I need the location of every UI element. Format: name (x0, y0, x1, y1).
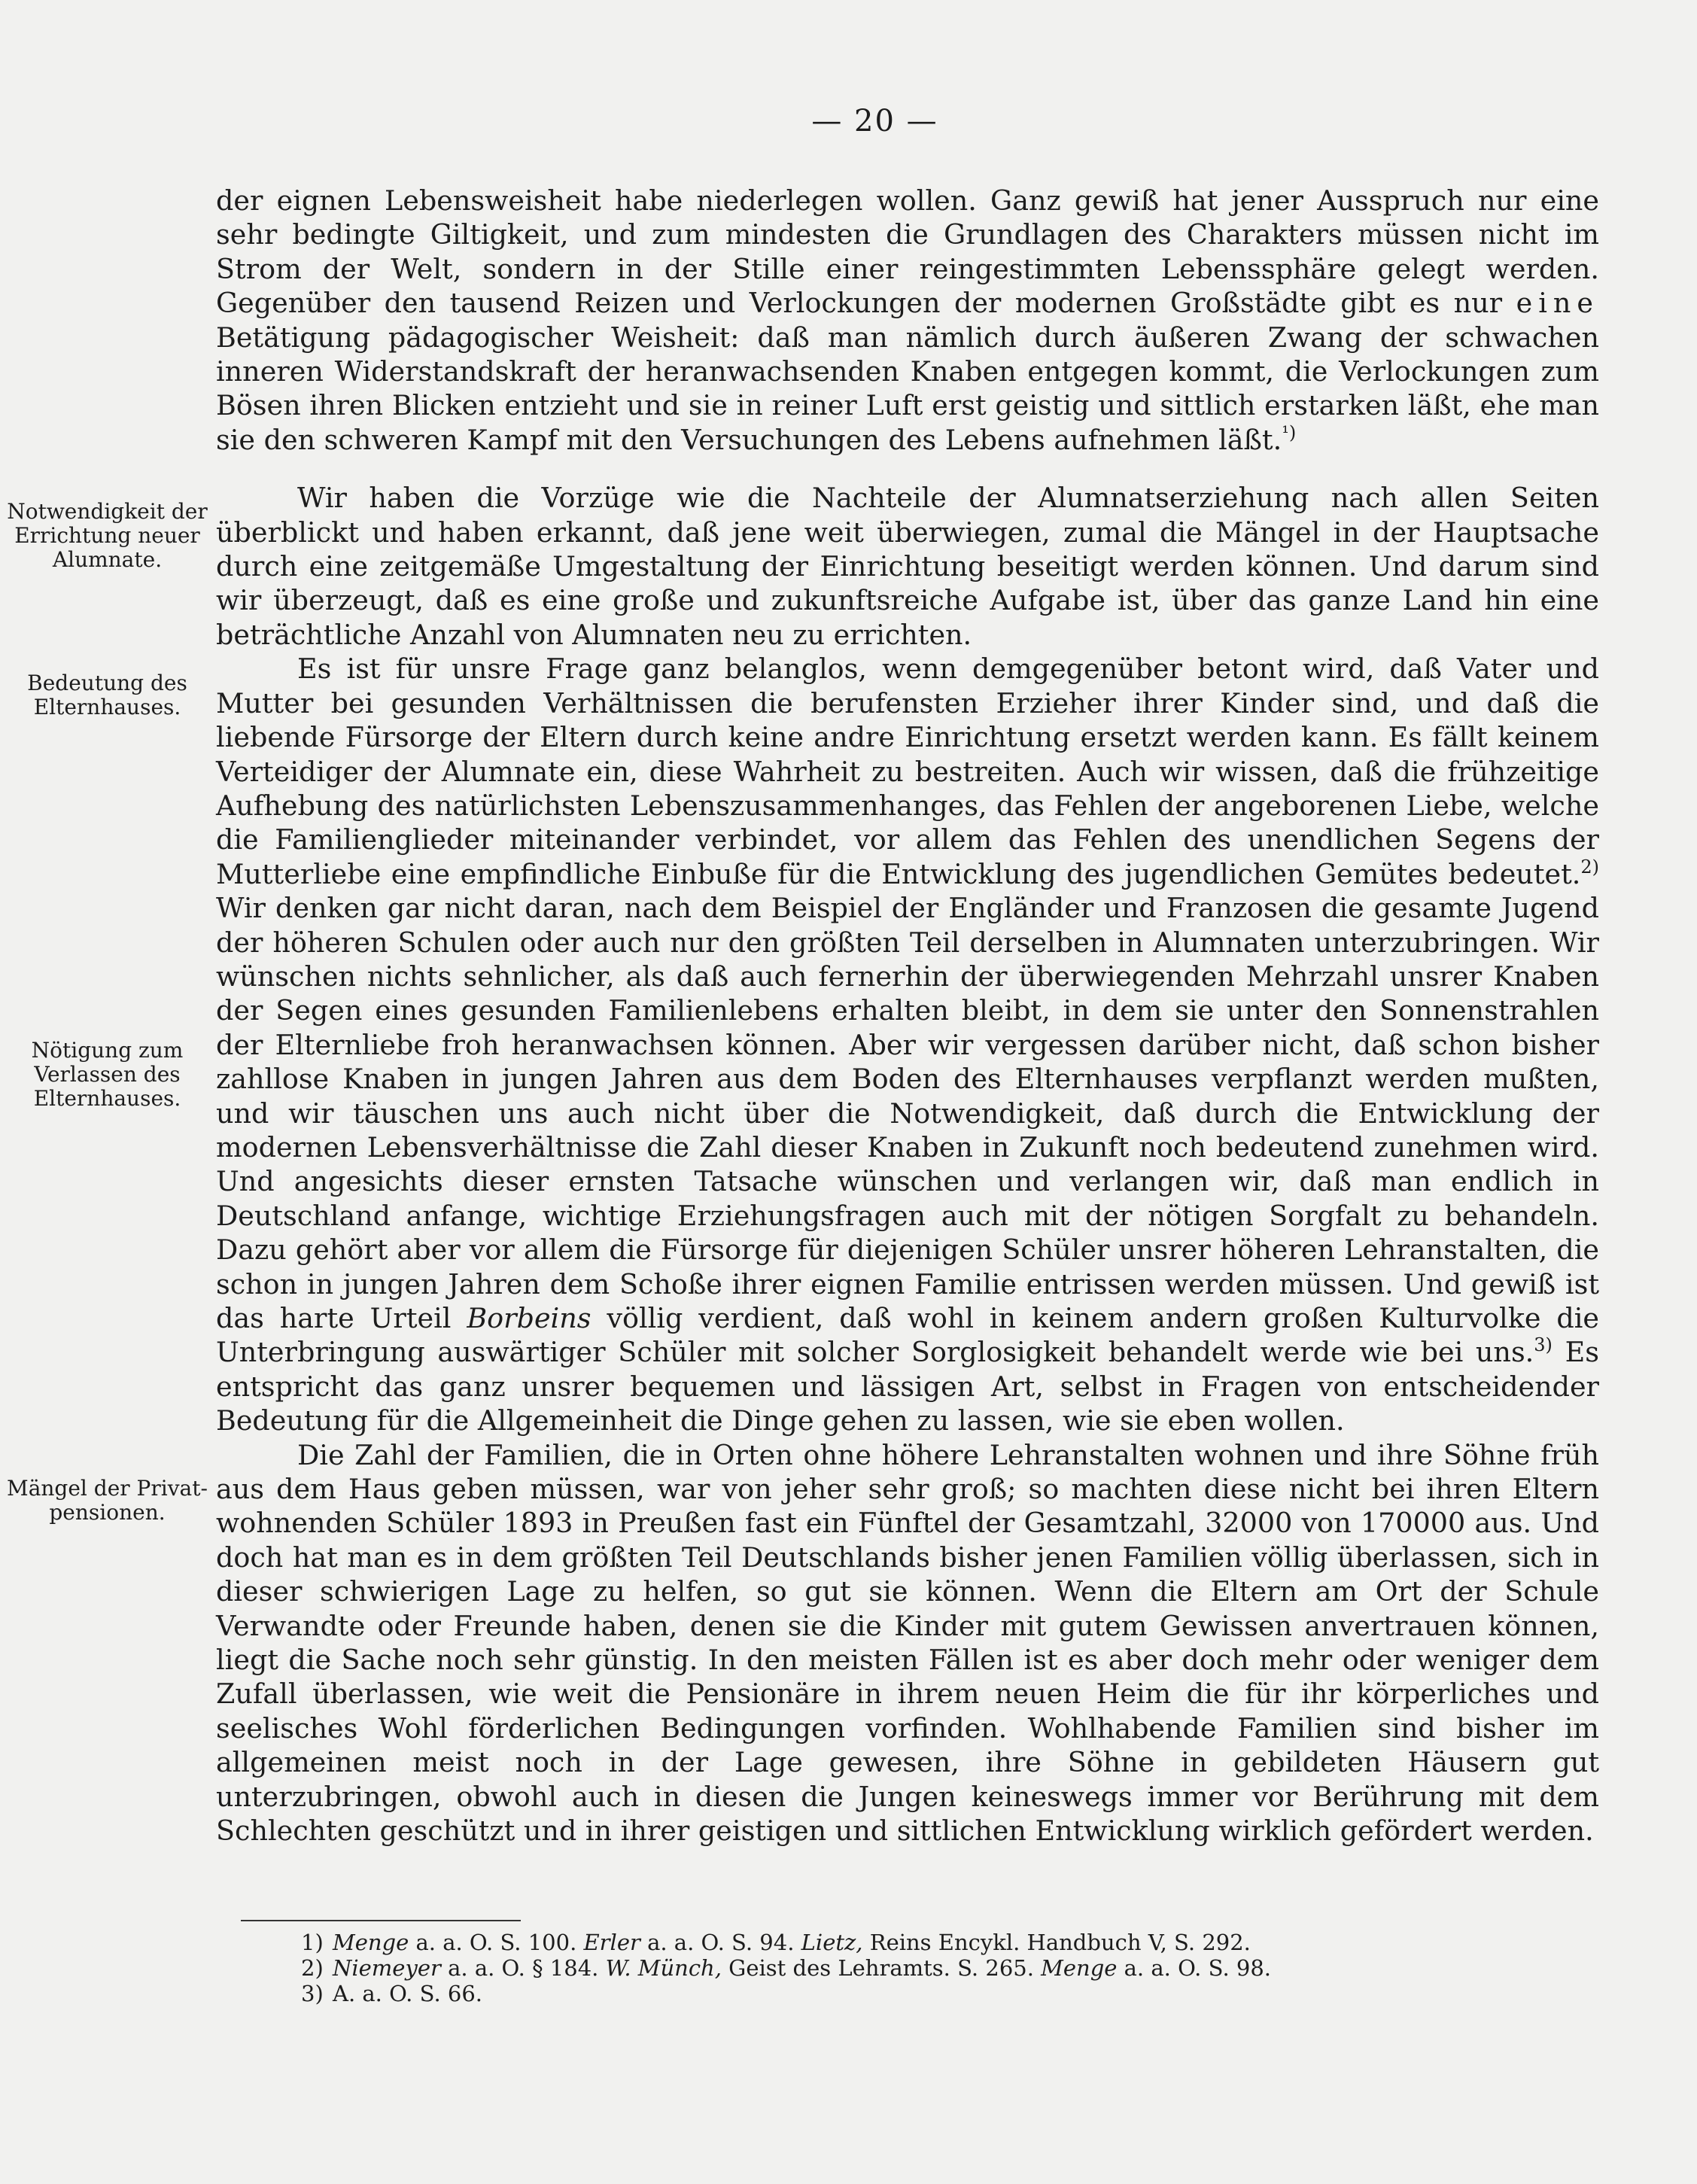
paragraph-1: der eignen Lebensweisheit habe niederlegen wollen. Ganz gewiß hat jener Ausspruch nur eine sehr bedingte Giltigkeit, und zum mindesten die Grundlagen des Charakters müssen nicht im Strom der Welt, sondern in der Stille einer reingestimmten Lebenssphäre gelegt werden. Gegenüber den tausend Reizen und Verlockungen der modernen Großstädte gibt es nur eine Betätigung pädagogischer Weisheit: daß man nämlich durch äußeren Zwang der schwachen inneren Widerstandskraft der heranwachsenden Knaben entgegen kommt, die Verlockungen zum Bösen ihren Blicken entzieht und sie in reiner Luft erst geistig und sittlich erstarken läßt, ehe man sie den schweren Kampf mit den Versuchungen des Lebens aufnehmen läßt.$^{^1)}$ (216, 184, 1599, 456)
page-number: — 20 — (811, 104, 938, 138)
footnote-ref-1: ¹) (1282, 421, 1297, 443)
emphasis-spaced: eine (1516, 287, 1599, 320)
margin-note-elternhaus: Bedeutung des Elternhauses. (27, 671, 187, 719)
margin-note-verlassen: Nötigung zum Verlassen des Elternhauses. (31, 1038, 184, 1111)
paragraph-2: Wir haben die Vorzüge wie die Nachteile der Alumnatserziehung nach allen Seiten überblickt und haben erkannt, daß jene weit überwiegen, zumal die Mängel in der Hauptsache durch eine zeitgemäße Umgestaltung der Einrichtung beseitigt werden können. Und darum sind wir überzeugt, daß es eine große und zukunftsreiche Aufgabe ist, über das ganze Land hin eine beträchtliche Anzahl von Alumnaten neu zu errichten. (216, 482, 1599, 651)
footnote-2: 2) Niemeyer a. a. O. § 184. W. Münch, Geist des Lehramts. S. 265. Menge a. a. O. S. 98. (301, 1955, 1271, 1981)
footnote-divider (241, 1920, 521, 1921)
footnotes (301, 1930, 1543, 2006)
footnote-ref-2: 2) (1580, 856, 1599, 878)
margin-note-privatpensionen: Mängel der Privat-pensionen. (7, 1476, 208, 1525)
paragraph-3: Es ist für unsre Frage ganz belanglos, wenn demgegenüber betont wird, daß Vater und Mutter bei gesunden Verhältnissen die berufensten Erzieher ihrer Kinder sind, und daß die liebende Fürsorge der Eltern durch keine andre Einrichtung ersetzt werden kann. Es fällt keinem Verteidiger der Alumnate ein, diese Wahrheit zu bestreiten. Auch wir wissen, daß die frühzeitige Aufhebung des natürlichsten Lebenszusammenhanges, das Fehlen der angeborenen Liebe, welche die Familienglieder miteinander verbindet, vor allem das Fehlen des unendlichen Segens der Mutterliebe eine empfindliche Einbuße für die Entwicklung des jugendlichen Gemütes bedeutet.$^{2)}$ Wir denken gar nicht daran, nach dem Beispiel der Engländer und Franzosen die gesamte Jugend der höheren Schulen oder auch nur den größten Teil derselben in Alumnaten unterzubringen. Wir wünschen nichts sehnlicher, als daß auch fernerhin der überwiegenden Mehrzahl unsrer Knaben der Segen eines gesunden Familienlebens erhalten bleibt, in dem sie unter den Sonnenstrahlen der Elternliebe froh heranwachsen können. Aber wir vergessen darüber nicht, daß schon bisher zahllose Knaben in jungen Jahren aus dem Boden des Elternhauses verpflanzt werden mußten, und wir täuschen uns auch nicht über die Notwendigkeit, daß durch die Entwicklung der modernen Lebensverhältnisse die Zahl dieser Knaben in Zukunft noch bedeutend zunehmen wird. Und angesichts dieser ernsten Tatsache wünschen und verlangen wir, daß man endlich in Deutschland anfange, wichtige Erziehungsfragen auch mit der nötigen Sorgfalt zu behandeln. Dazu gehört aber vor allem die Fürsorge für diejenigen Schüler unsrer höheren Lehranstalten, die schon in jungen Jahren dem Schoße ihrer eignen Familie entrissen werden müssen. Und gewiß ist das harte Urteil Borbeins völlig verdient, daß wohl in keinem andern großen Kulturvolke die Unterbringung auswärtiger Schüler mit solcher Sorglosigkeit behandelt werde wie bei uns.$^{3)}$ Es entspricht das ganz unsrer bequemen und lässigen Art, selbst in Fragen von entscheidender Bedeutung für die Allgemeinheit die Dinge gehen zu lassen, wie sie eben wollen. (216, 652, 1599, 1437)
footnote-3: 3) A. a. O. S. 66. (301, 1981, 483, 2006)
margin-note-alumnate: Notwendigkeit der Errichtung neuer Alumnate. (7, 499, 208, 572)
footnote-1: 1) Menge a. a. O. S. 100. Erler a. a. O. S. 94. Lietz, Reins Encykl. Handbuch V, S. 292. (301, 1930, 1251, 1955)
footnote-ref-3: 3) (1534, 1334, 1553, 1356)
paragraph-4: Die Zahl der Familien, die in Orten ohne höhere Lehranstalten wohnen und ihre Söhne früh aus dem Haus geben müssen, war von jeher sehr groß; so machten diese nicht bei ihren Eltern wohnenden Schüler 1893 in Preußen fast ein Fünftel der Gesamtzahl, 32000 von 170000 aus. Und doch hat man es in dem größten Teil Deutschlands bisher jenen Familien völlig überlassen, sich in dieser schwierigen Lage zu helfen, so gut sie können. Wenn die Eltern am Ort der Schule Verwandte oder Freunde haben, denen sie die Kinder mit gutem Gewissen anvertrauen können, liegt die Sache noch sehr günstig. In den meisten Fällen ist es aber doch mehr oder weniger dem Zufall überlassen, wie weit die Pensionäre in ihrem neuen Heim die für ihr körperliches und seelisches Wohl förderlichen Bedingungen vorfinden. Wohlhabende Familien sind bisher im allgemeinen meist noch in der Lage gewesen, ihre Söhne in gebildeten Häusern gut unterzubringen, obwohl auch in diesen die Jungen keineswegs immer vor Berührung mit dem Schlechten geschützt und in ihrer geistigen und sittlichen Entwicklung wirklich gefördert werden. (216, 1438, 1599, 1848)
author-name: Borbeins (467, 1302, 592, 1334)
main-text (216, 184, 1599, 1848)
